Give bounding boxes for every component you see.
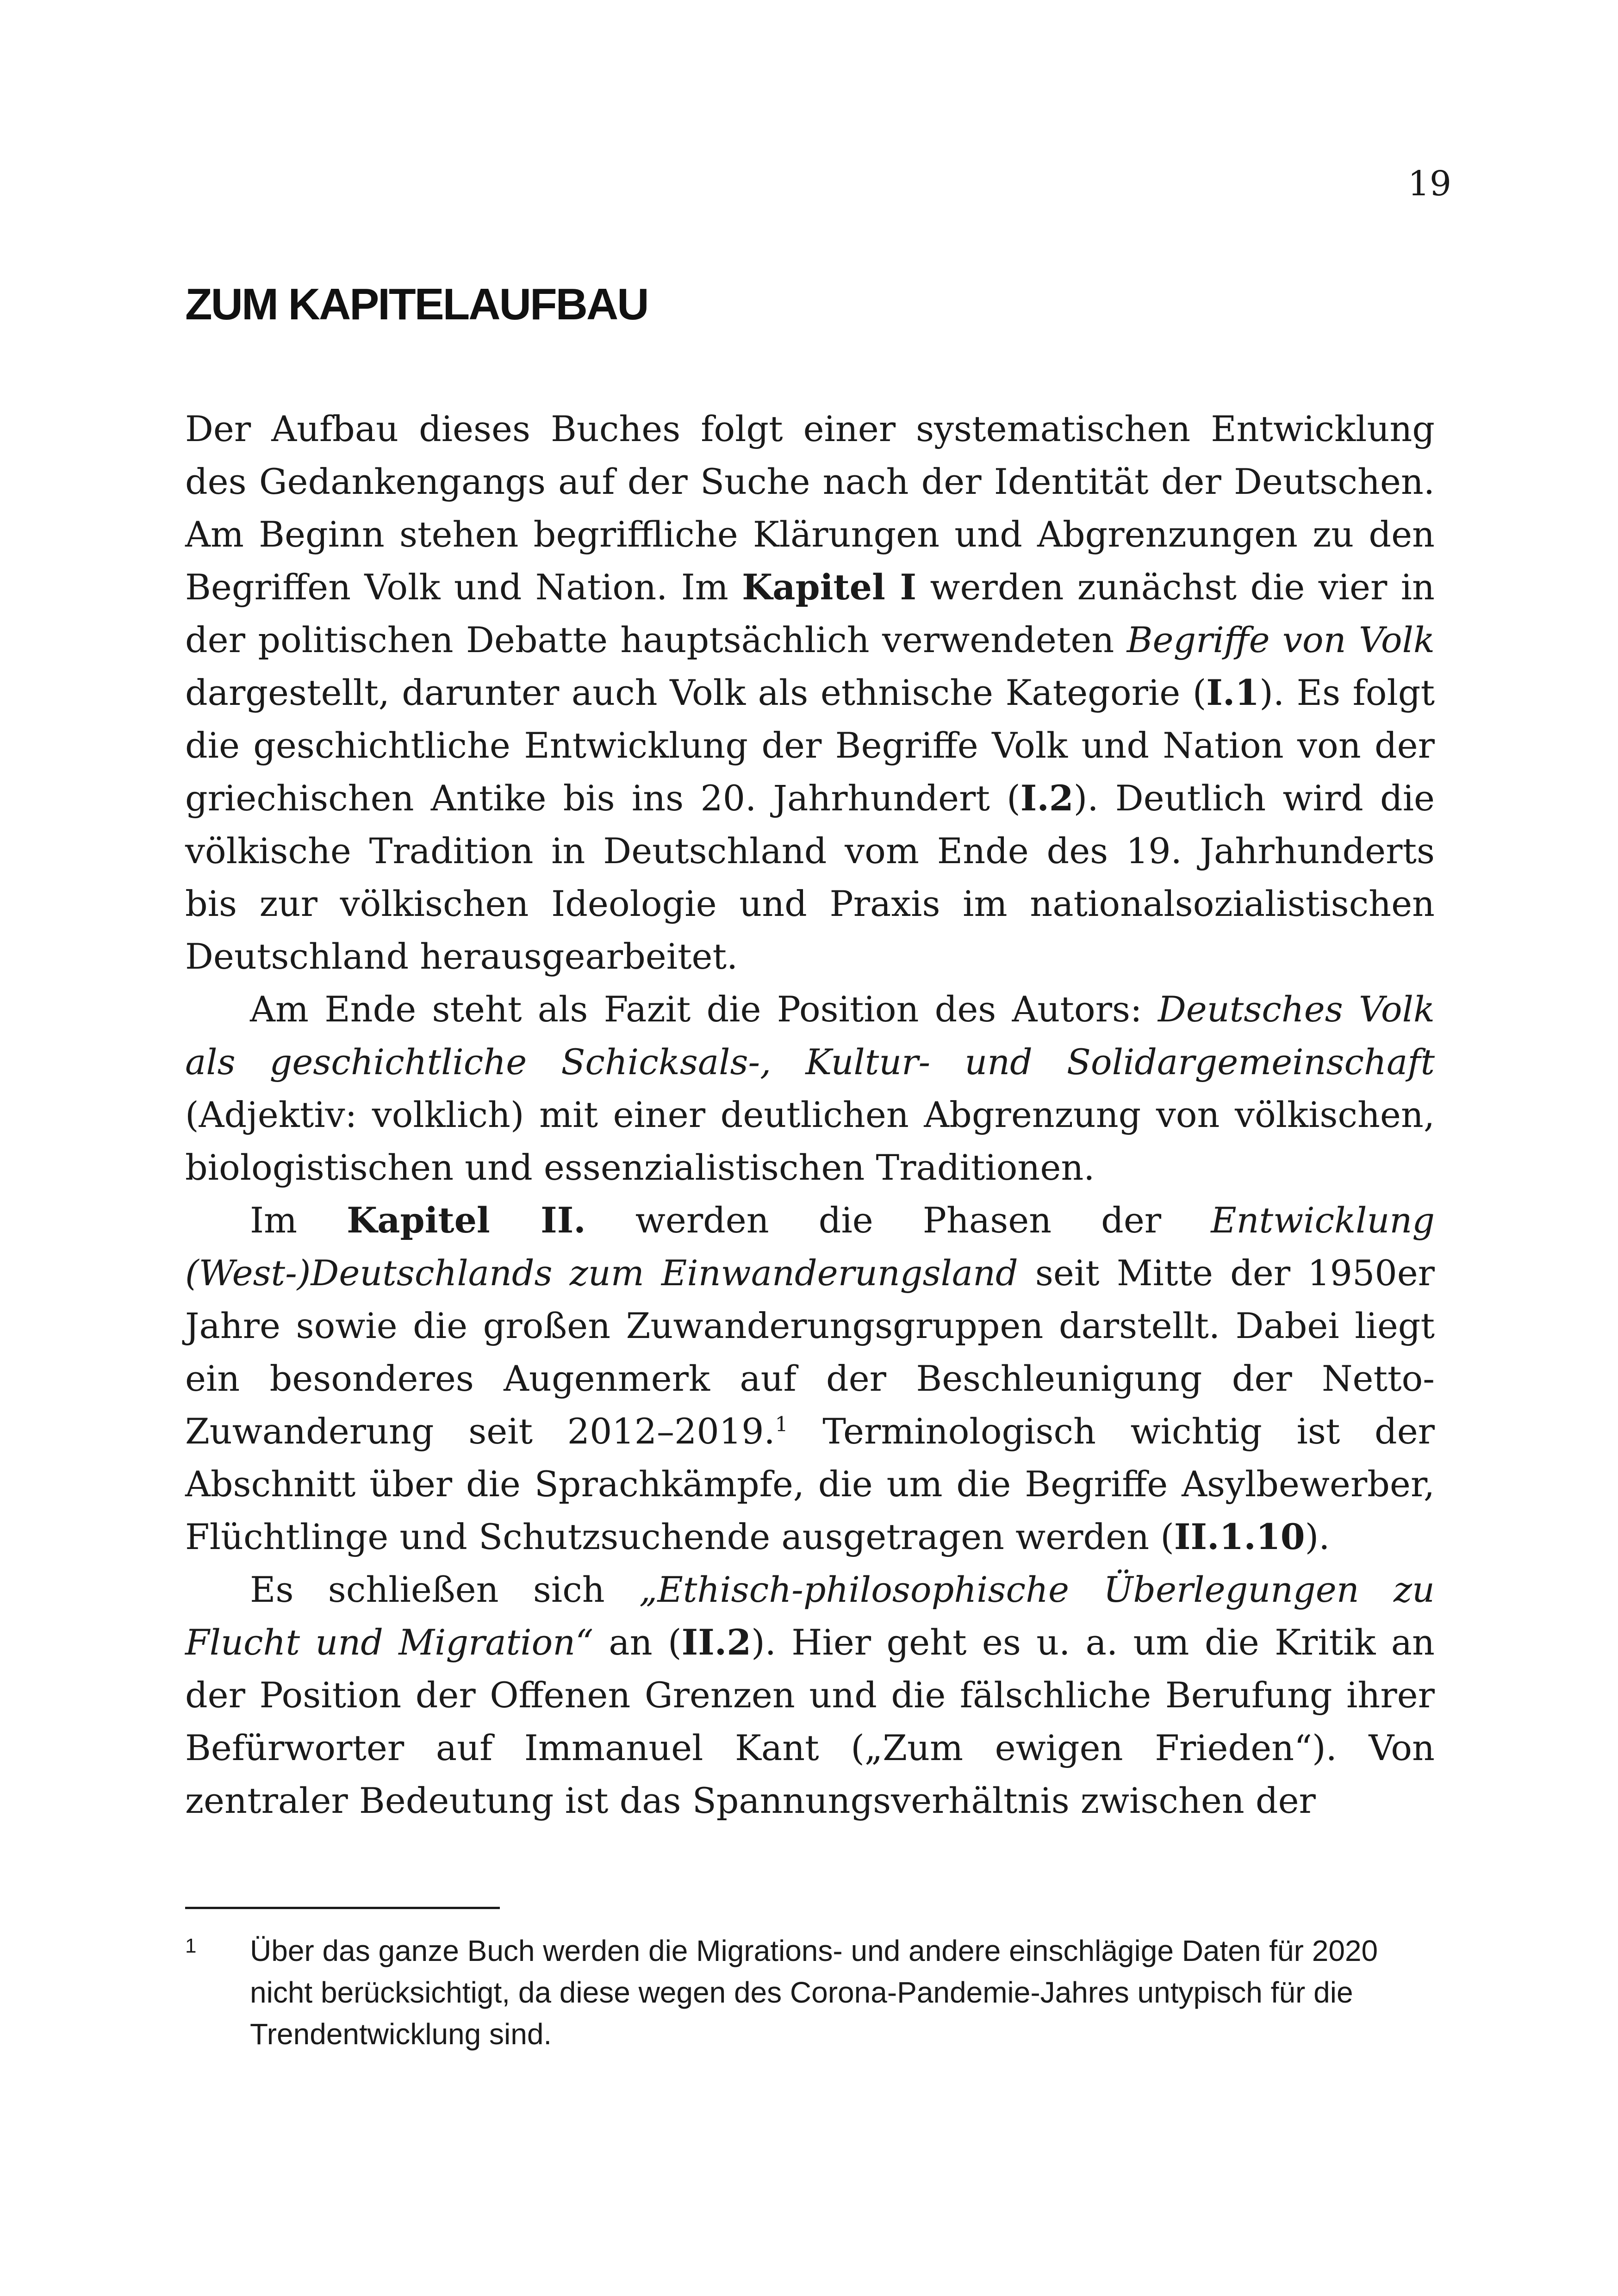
paragraph-2 bbox=[185, 983, 1435, 1194]
emphasis: „Ethisch-philosophische Überlegungen zu Flucht und Migration“ bbox=[185, 1569, 1435, 1663]
section-reference: I.2 bbox=[1020, 778, 1074, 819]
paragraph-4 bbox=[185, 1563, 1435, 1827]
body-text bbox=[185, 403, 1435, 1827]
section-reference: II.2 bbox=[681, 1622, 752, 1663]
text-run: Terminologisch wichtig ist der Abschnitt über die Sprachkämpfe, die um die Begriffe Asylbewerber, Flüchtlinge und Schutzsuchende ausgetragen werden ( bbox=[185, 1411, 1435, 1557]
footnote-divider bbox=[185, 1907, 500, 1909]
paragraph-3 bbox=[185, 1194, 1435, 1563]
section-reference: II.1.10 bbox=[1174, 1516, 1305, 1557]
paragraph-1 bbox=[185, 403, 1435, 983]
chapter-reference: Kapitel I bbox=[742, 566, 917, 608]
text-run: Der Aufbau dieses Buches folgt einer systematischen Entwicklung des Gedankengangs auf der Suche nach der Identität der Deutschen. Am Beginn stehen begriffliche Klärungen und Abgrenzungen zu den Begriffen Volk und Nation. Im bbox=[185, 408, 1435, 608]
emphasis: Entwicklung (West-)Deutschlands zum Einwanderungsland bbox=[185, 1200, 1435, 1294]
section-reference: I.1 bbox=[1206, 672, 1260, 713]
footnote-number: 1 bbox=[185, 1935, 197, 1957]
text-run: dargestellt, darunter auch Volk als ethnische Kategorie ( bbox=[185, 672, 1207, 713]
text-run: seit Mitte der 1950er Jahre sowie die großen Zuwanderungsgruppen darstellt. Dabei liegt ein besonderes Augenmerk auf der Beschleunigung der Netto-Zuwanderung seit 2012–2019. bbox=[185, 1252, 1435, 1452]
text-run: werden die Phasen der bbox=[585, 1200, 1211, 1241]
page-number: 19 bbox=[1407, 164, 1451, 204]
emphasis: Deutsches Volk als geschichtliche Schicksals-, Kultur- und Solidargemeinschaft bbox=[185, 989, 1435, 1083]
chapter-reference: Kapitel II. bbox=[347, 1200, 586, 1241]
text-run: ). Es folgt die geschichtliche Entwicklung der Begriffe Volk und Nation von der griechischen Antike bis ins 20. Jahrhundert ( bbox=[185, 672, 1435, 819]
chapter-heading: ZUM KAPITELAUFBAU bbox=[185, 280, 648, 329]
text-run: Es schließen sich bbox=[250, 1569, 640, 1610]
text-run: ). Deutlich wird die völkische Tradition in Deutschland vom Ende des 19. Jahrhunderts bis zur völkischen Ideologie und Praxis im nationalsozialistischen Deutschland herausgearbeitet. bbox=[185, 778, 1435, 977]
footnote bbox=[185, 1930, 1435, 2055]
text-run: werden zunächst die vier in der politischen Debatte hauptsächlich verwendeten bbox=[185, 566, 1435, 660]
text-run: an ( bbox=[593, 1622, 682, 1663]
footnote-reference: 1 bbox=[775, 1412, 788, 1437]
text-run: ). Hier geht es u. a. um die Kritik an der Position der Offenen Grenzen und die fälschliche Berufung ihrer Befürworter auf Immanuel Kant („Zum ewigen Frieden“). Von zentraler Bedeutung ist das Spannungsverhältnis zwischen der bbox=[185, 1622, 1435, 1821]
emphasis: Begriffe von Volk bbox=[1126, 619, 1435, 660]
footnote-text: Über das ganze Buch werden die Migrations- und andere einschlägige Daten für 2020 nicht berücksichtigt, da diese wegen des Corona-Pandemie-Jahres untypisch für die Trendentwicklung sind. bbox=[250, 1934, 1378, 2051]
text-run: Am Ende steht als Fazit die Position des Autors: bbox=[250, 989, 1158, 1030]
text-run: (Adjektiv: volklich) mit einer deutlichen Abgrenzung von völkischen, biologistischen und essenzialistischen Traditionen. bbox=[185, 1094, 1435, 1188]
text-run: ). bbox=[1305, 1516, 1330, 1557]
text-run: Im bbox=[250, 1200, 347, 1241]
